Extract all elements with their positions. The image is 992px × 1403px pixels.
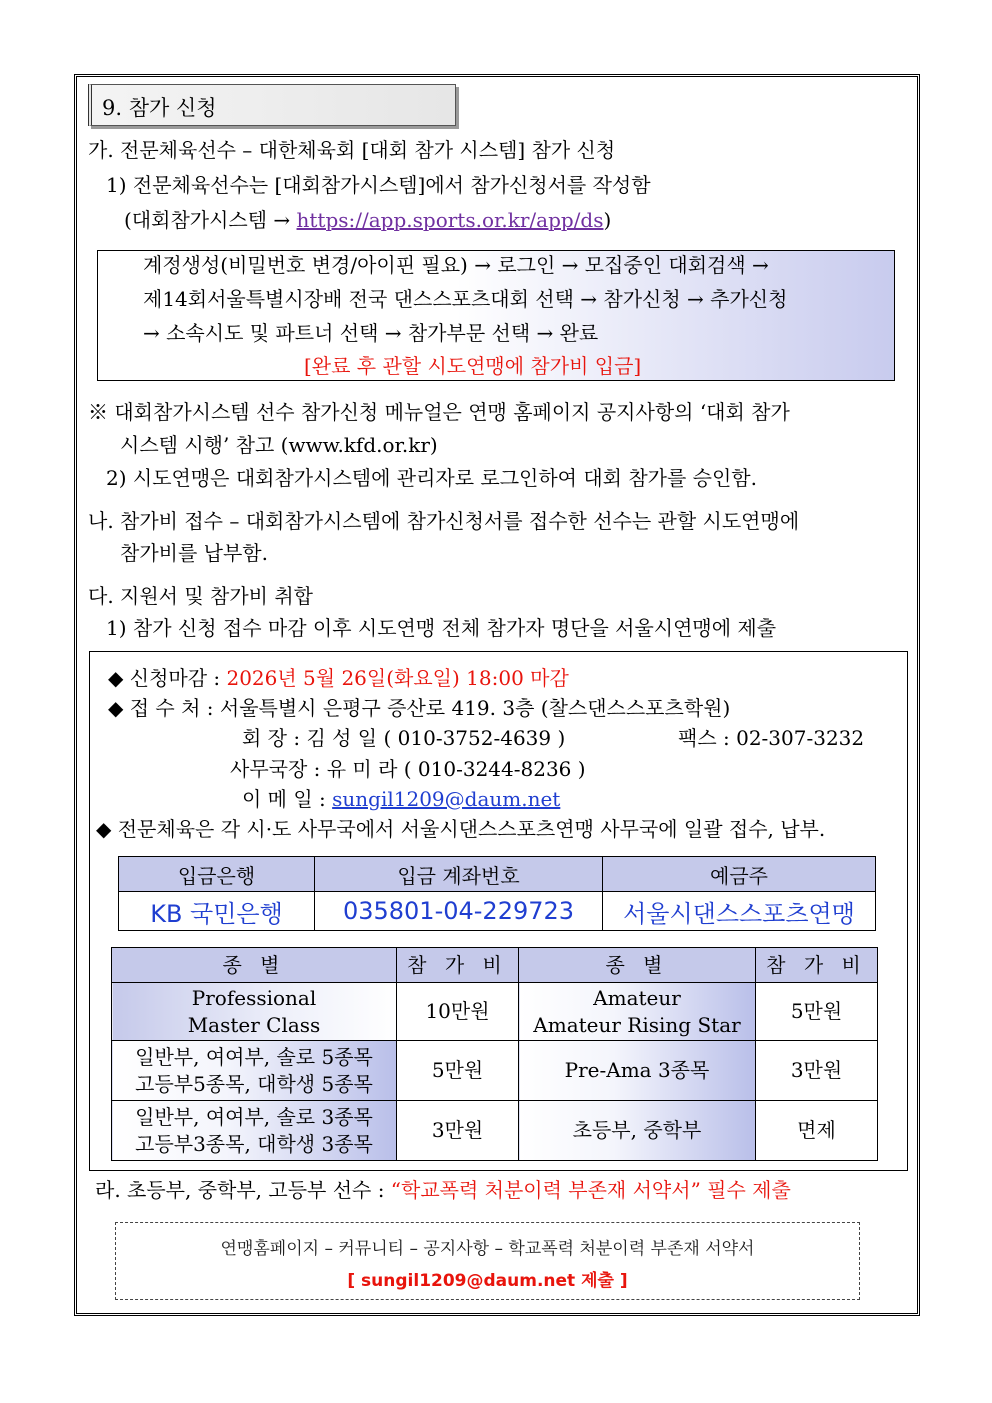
fee-category-line-1: Professional — [191, 985, 317, 1010]
ga-item-1-link-line — [124, 207, 611, 233]
fee-category-line-2: 고등부3종목, 대학생 3종목 — [135, 1131, 373, 1156]
section-ra-line — [95, 1177, 791, 1203]
president-contact: 회 장 : 김 성 일 ( 010-3752-4639 ) — [242, 726, 566, 750]
fee-amount: 3만원 — [756, 1041, 878, 1101]
link-prefix: (대회참가시스템 → — [124, 208, 297, 232]
sports-system-link[interactable]: https://app.sports.or.kr/app/ds — [296, 208, 604, 232]
fee-header-category-1: 종 별 — [112, 948, 397, 983]
fee-row — [112, 983, 878, 1041]
bottom-note-line-2: [ sungil1209@daum.net 제출 ] — [347, 1271, 628, 1291]
procedure-note: [완료 후 관할 시도연맹에 참가비 입금] — [304, 354, 642, 378]
bank-header-holder: 예금주 — [603, 857, 876, 892]
deadline-line — [108, 665, 569, 691]
diamond-bullet-icon: ◆ — [108, 696, 124, 720]
fee-category-cell — [519, 983, 756, 1041]
procedure-step-3: → 소속시도 및 파트너 선택 → 참가부문 선택 → 완료 — [143, 321, 599, 345]
section-na-line-2: 참가비를 납부함. — [120, 541, 268, 565]
procedure-step-2: 제14회서울특별시장배 전국 댄스스포츠대회 선택 → 참가신청 → 추가신청 — [143, 287, 788, 311]
fee-category-line-2: 고등부5종목, 대학생 5종목 — [135, 1071, 373, 1096]
fee-category-line-1: 일반부, 여여부, 솔로 5종목 — [135, 1044, 373, 1069]
fee-header-category-2: 종 별 — [519, 948, 756, 983]
fee-category-cell — [112, 1041, 397, 1101]
fee-amount: 10만원 — [397, 983, 519, 1041]
remark-line-2: 시스템 시행’ 참고 (www.kfd.or.kr) — [120, 433, 438, 457]
fee-category-cell: Pre-Ama 3종목 — [519, 1041, 756, 1101]
ra-highlight: “학교폭력 처분이력 부존재 서약서” 필수 제출 — [390, 1178, 791, 1202]
account-number: 035801-04-229723 — [315, 892, 603, 931]
fee-amount: 3만원 — [397, 1101, 519, 1161]
ra-prefix: 라. 초등부, 중학부, 고등부 선수 : — [95, 1178, 391, 1202]
bank-name: KB 국민은행 — [119, 892, 315, 931]
fee-category-line-1: Amateur — [593, 985, 681, 1010]
fee-row — [112, 1101, 878, 1161]
ga-item-2: 2) 시도연맹은 대회참가시스템에 관리자로 로그인하여 대회 참가를 승인함. — [106, 466, 757, 490]
deadline-value: 2026년 5월 26일(화요일) 18:00 마감 — [226, 666, 569, 690]
account-holder: 서울시댄스스포츠연맹 — [603, 892, 876, 931]
section-ga-heading: 가. 전문체육선수 – 대한체육회 [대회 참가 시스템] 참가 신청 — [88, 138, 616, 162]
fee-category-cell — [112, 1101, 397, 1161]
bank-table — [118, 856, 876, 931]
receiver-value: 서울특별시 은평구 증산로 419. 3층 (찰스댄스스포츠학원) — [219, 696, 731, 720]
fee-header-fee-1: 참 가 비 — [397, 948, 519, 983]
procedure-step-1: 계정생성(비밀번호 변경/아이핀 필요) → 로그인 → 모집중인 대회검색 → — [143, 253, 769, 277]
fee-category-cell — [112, 983, 397, 1041]
remark-line-1: ※ 대회참가시스템 선수 참가신청 메뉴얼은 연맹 홈페이지 공지사항의 ‘대회 참가 — [88, 400, 790, 424]
deadline-label: 신청마감 : — [129, 666, 227, 690]
email-line — [242, 786, 560, 812]
fee-category-cell: 초등부, 중학부 — [519, 1101, 756, 1161]
fee-table — [111, 947, 878, 1161]
receiver-label: 접 수 처 : — [129, 696, 220, 720]
email-label: 이 메 일 : — [242, 787, 333, 811]
bottom-note-box — [115, 1222, 860, 1300]
fee-category-line-2: Amateur Rising Star — [533, 1012, 741, 1037]
ga-item-1: 1) 전문체육선수는 [대회참가시스템]에서 참가신청서를 작성함 — [106, 173, 651, 197]
bank-header-bank: 입금은행 — [119, 857, 315, 892]
fee-amount: 5만원 — [397, 1041, 519, 1101]
email-link[interactable]: sungil1209@daum.net — [332, 787, 561, 811]
fax-number: 팩스 : 02-307-3232 — [678, 726, 865, 750]
link-suffix: ) — [603, 208, 612, 232]
fee-category-line-1: 일반부, 여여부, 솔로 3종목 — [135, 1104, 373, 1129]
section-title: 9. 참가 신청 — [102, 96, 217, 120]
section-na-line-1: 나. 참가비 접수 – 대회참가시스템에 참가신청서를 접수한 선수는 관할 시도연맹에 — [88, 509, 800, 533]
bottom-note-line-1: 연맹홈페이지 – 커뮤니티 – 공지사항 – 학교폭력 처분이력 부존재 서약서 — [220, 1239, 755, 1259]
fee-amount: 면제 — [756, 1101, 878, 1161]
section-da-heading: 다. 지원서 및 참가비 취합 — [88, 584, 313, 608]
fee-header-fee-2: 참 가 비 — [756, 948, 878, 983]
section-title-box — [88, 84, 456, 126]
secretary-contact: 사무국장 : 유 미 라 ( 010-3244-8236 ) — [230, 757, 586, 781]
bulk-submission-note: ◆ 전문체육은 각 시·도 사무국에서 서울시댄스스포츠연맹 사무국에 일괄 접수, 납부. — [96, 817, 826, 841]
da-item-1: 1) 참가 신청 접수 마감 이후 시도연맹 전체 참가자 명단을 서울시연맹에 제출 — [106, 616, 777, 640]
procedure-box — [97, 250, 895, 381]
diamond-bullet-icon: ◆ — [108, 666, 124, 690]
fee-row — [112, 1041, 878, 1101]
fee-amount: 5만원 — [756, 983, 878, 1041]
bank-header-account: 입금 계좌번호 — [315, 857, 603, 892]
fee-category-line-2: Master Class — [187, 1012, 321, 1037]
receiver-line — [108, 695, 730, 721]
